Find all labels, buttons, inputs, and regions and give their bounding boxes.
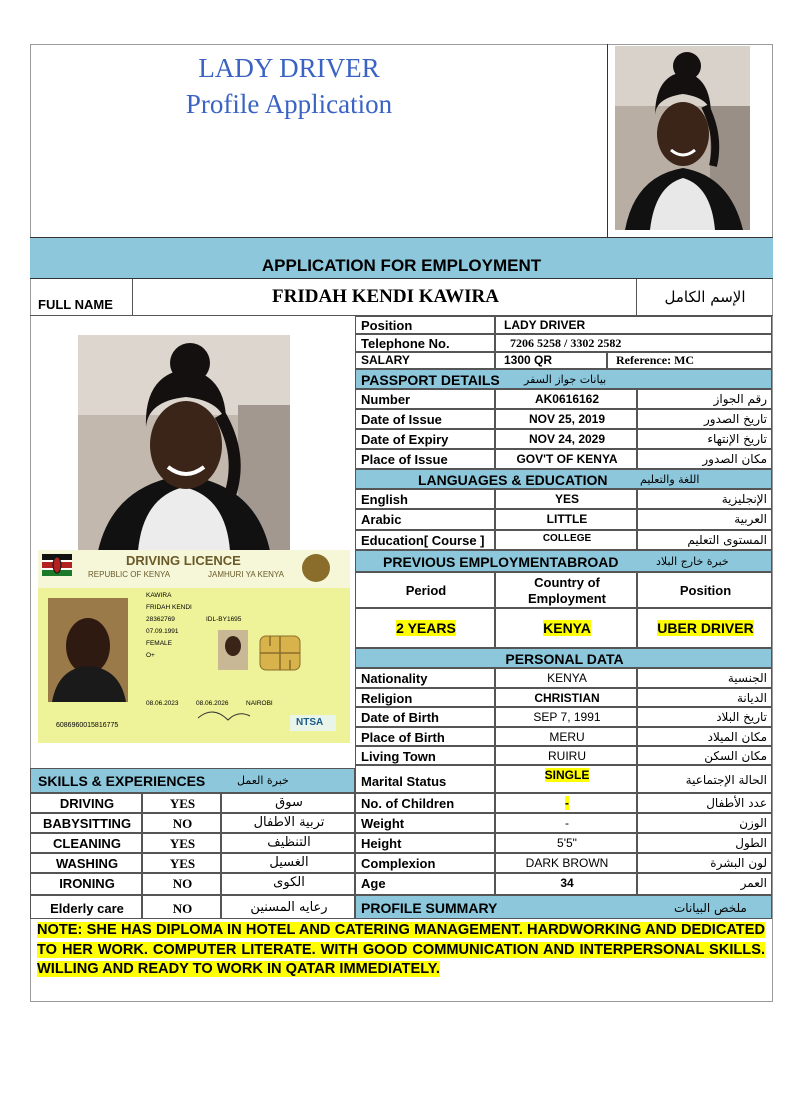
passport-label-ar: تاريخ الصدور (704, 412, 767, 426)
personal-value-wrap (496, 747, 638, 765)
passport-value-cell (495, 389, 637, 409)
prev-period-cell (355, 608, 495, 648)
personal-label: Age (361, 876, 386, 891)
licence-number: IDL-BY1695 (206, 616, 242, 623)
personal-value-wrap (496, 728, 638, 746)
prev-employment-header (355, 550, 772, 572)
language-label-ar: العربية (734, 512, 767, 526)
prev-header-position-cell (637, 572, 772, 608)
licence-residence: NAIROBI (246, 700, 273, 707)
skill-value-cell (142, 833, 221, 853)
personal-value-wrap (496, 814, 638, 832)
personal-value-cell (495, 746, 637, 765)
personal-value-cell (495, 688, 637, 707)
language-value-cell (495, 489, 637, 509)
passport-label-cell (355, 389, 495, 409)
skill-value-cell (142, 853, 221, 873)
personal-label-cell (355, 668, 495, 688)
passport-label-cell (355, 429, 495, 449)
ntsa-logo: NTSA (296, 717, 324, 728)
personal-header (355, 648, 772, 668)
languages-header (355, 469, 772, 489)
languages-title: LANGUAGES & EDUCATION (418, 472, 608, 488)
personal-value-wrap (496, 766, 638, 784)
personal-value: SEP 7, 1991 (533, 710, 601, 724)
skill-label-ar: الغسيل (269, 855, 309, 870)
personal-label: Religion (361, 691, 413, 706)
language-label: Education[ Course ] (361, 533, 485, 548)
personal-label-cell (355, 793, 495, 813)
skill-label: WASHING (55, 856, 119, 871)
passport-value-cell (495, 449, 637, 469)
telephone-value-cell (495, 334, 772, 352)
personal-value: - (565, 816, 569, 830)
skill-ar-cell (221, 873, 355, 895)
skill-label-cell (30, 793, 142, 813)
employment-band (30, 237, 773, 279)
skill-value-cell (142, 793, 221, 813)
telephone-label-cell (355, 334, 495, 352)
skill-label: Elderly care (50, 901, 124, 916)
prev-position-value: UBER DRIVER (657, 620, 754, 636)
language-label-cell (355, 509, 495, 530)
personal-value-cell (495, 765, 637, 793)
passport-label: Date of Expiry (361, 432, 449, 447)
passport-value: NOV 24, 2029 (528, 432, 606, 446)
personal-label-ar: الطول (735, 836, 767, 850)
personal-label: Marital Status (361, 774, 447, 789)
licence-expiry-date: 08.06.2026 (196, 700, 229, 707)
personal-label-cell (355, 727, 495, 746)
full-name-label-ar: الإسم الكامل (664, 288, 746, 306)
personal-label-ar: مكان الميلاد (707, 730, 767, 744)
personal-label: Living Town (361, 749, 436, 764)
title-line1: LADY DRIVER (198, 53, 380, 83)
passport-label-ar: رقم الجواز (713, 392, 767, 406)
personal-value-cell (495, 707, 637, 727)
telephone-label: Telephone No. (361, 336, 450, 351)
passport-ar-cell (637, 409, 772, 429)
licence-other-names: FRIDAH KENDI (146, 604, 192, 611)
prev-header-period: Period (405, 583, 447, 598)
personal-value-wrap (496, 689, 638, 707)
prev-employment-title: PREVIOUS EMPLOYMENTABROAD (383, 554, 619, 570)
full-name-label-cell (30, 279, 132, 316)
position-value-cell (495, 316, 772, 334)
skill-label-ar: تربية الاطفال (253, 815, 325, 830)
language-label-ar: المستوى التعليم (687, 533, 767, 547)
title-line2: Profile Application (185, 89, 393, 119)
personal-ar-cell (637, 793, 772, 813)
passport-value: AK0616162 (534, 392, 600, 406)
skills-title-ar: خبرة العمل (237, 774, 289, 787)
personal-label-cell (355, 746, 495, 765)
passport-label: Date of Issue (361, 412, 442, 427)
personal-label-ar: مكان السكن (704, 749, 767, 763)
position-label: Position (361, 318, 413, 333)
personal-value-wrap (496, 669, 638, 687)
prev-employment-title-ar: خبرة خارج البلاد (656, 555, 729, 568)
personal-ar-cell (637, 668, 772, 688)
passport-value: NOV 25, 2019 (528, 412, 606, 426)
licence-country-sw: JAMHURI YA KENYA (208, 570, 285, 579)
salary-value-cell (495, 352, 607, 369)
note-paragraph (37, 921, 765, 980)
reference-value: Reference: MC (616, 353, 695, 367)
personal-value-wrap (496, 874, 638, 892)
personal-label: Complexion (361, 856, 436, 871)
passport-value-cell (495, 429, 637, 449)
prev-header-position: Position (679, 583, 732, 598)
full-name-label: FULL NAME (38, 297, 113, 312)
language-label-cell (355, 530, 495, 550)
profile-summary-title-ar: ملخص البيانات (674, 901, 747, 915)
personal-ar-cell (637, 746, 772, 765)
passport-title-ar: بيانات جواز السفر (524, 373, 607, 386)
prev-position-cell (637, 608, 772, 648)
portrait-photo-small (615, 46, 750, 230)
skill-label-ar: التنظيف (267, 835, 311, 850)
personal-label-ar: تاريخ البلاد (716, 710, 767, 724)
skill-ar-cell (221, 895, 355, 919)
personal-ar-cell (637, 765, 772, 793)
licence-dob: 07.09.1991 (146, 628, 179, 635)
personal-label-cell (355, 813, 495, 833)
full-name-value: FRIDAH KENDI KAWIRA (272, 286, 499, 307)
driving-licence-card (38, 550, 350, 743)
skill-label: BABYSITTING (42, 816, 132, 831)
personal-label: Weight (361, 816, 405, 831)
personal-label: Date of Birth (361, 710, 439, 725)
skill-value: YES (169, 796, 196, 811)
full-name-value-cell (132, 279, 637, 316)
telephone-value: 7206 5258 / 3302 2582 (510, 336, 622, 350)
skill-value-cell (142, 873, 221, 895)
personal-label-ar: الديانة (736, 691, 767, 705)
passport-label-cell (355, 409, 495, 429)
personal-value: DARK BROWN (525, 856, 609, 870)
passport-value: GOV'T OF KENYA (516, 452, 618, 466)
personal-ar-cell (637, 688, 772, 707)
skill-value: NO (172, 816, 193, 831)
prev-header-country: Country of Employment (527, 575, 606, 606)
language-value-cell (495, 530, 637, 550)
language-ar-cell (637, 509, 772, 530)
band-title: APPLICATION FOR EMPLOYMENT (261, 256, 542, 275)
skill-value: YES (169, 856, 196, 871)
personal-value-cell (495, 793, 637, 813)
personal-label-ar: لون البشرة (710, 856, 767, 870)
reference-cell (607, 352, 772, 369)
skill-label-cell (30, 813, 142, 833)
personal-value-wrap (496, 834, 638, 852)
personal-label-cell (355, 707, 495, 727)
personal-label-ar: الوزن (739, 816, 767, 830)
passport-header (355, 369, 772, 389)
language-value: YES (554, 492, 579, 506)
licence-surname: KAWIRA (146, 592, 172, 599)
language-value: LITTLE (546, 512, 588, 526)
personal-value-cell (495, 813, 637, 833)
portrait-photo-large (78, 335, 290, 551)
passport-ar-cell (637, 449, 772, 469)
salary-value: 1300 QR (504, 353, 553, 367)
personal-title: PERSONAL DATA (505, 651, 624, 667)
salary-label: SALARY (361, 353, 410, 367)
personal-value: KENYA (547, 671, 587, 685)
language-label: Arabic (361, 512, 402, 527)
note-text: NOTE: SHE HAS DIPLOMA IN HOTEL AND CATERING MANAGEMENT. HARDWORKING AND DEDICATED TO HER WORK. COMPUTER LITERATE. WITH GOOD COMMUNICATION AND INTERPERSONAL SKILLS. WILLING AND READY TO WORK IN QATAR IMMEDIATELY. (37, 922, 765, 977)
personal-value-wrap (496, 708, 638, 726)
position-value: LADY DRIVER (504, 318, 586, 332)
licence-title: DRIVING LICENCE (126, 553, 241, 568)
skill-label-cell (30, 833, 142, 853)
personal-value: MERU (549, 730, 585, 744)
licence-blood-group: O+ (146, 652, 155, 659)
language-ar-cell (637, 530, 772, 550)
personal-ar-cell (637, 813, 772, 833)
personal-label-cell (355, 853, 495, 873)
personal-label-ar: العمر (740, 876, 767, 890)
passport-label-cell (355, 449, 495, 469)
skill-value-cell (142, 895, 221, 919)
skills-title: SKILLS & EXPERIENCES (38, 773, 206, 789)
personal-label-ar: الجنسية (727, 671, 767, 685)
skill-value: NO (172, 901, 193, 916)
language-label-cell (355, 489, 495, 509)
personal-value-wrap (496, 854, 638, 872)
languages-title-ar: اللغة والتعليم (640, 473, 700, 486)
licence-serial: 6086960015816775 (56, 722, 119, 729)
language-value-cell (495, 509, 637, 530)
personal-value-cell (495, 853, 637, 873)
skills-header (30, 768, 355, 793)
personal-value: 5'5" (557, 836, 577, 850)
language-label-ar: الإنجليزية (721, 492, 767, 506)
personal-label: Nationality (361, 671, 428, 686)
passport-value-cell (495, 409, 637, 429)
personal-value: SINGLE (544, 768, 590, 782)
passport-label-ar: مكان الصدور (702, 452, 767, 466)
language-value: COLLEGE (542, 533, 592, 544)
skill-label-cell (30, 853, 142, 873)
full-name-ar-cell (637, 279, 773, 316)
prev-period-value: 2 YEARS (396, 620, 456, 636)
position-label-cell (355, 316, 495, 334)
personal-label-cell (355, 765, 495, 793)
personal-ar-cell (637, 833, 772, 853)
personal-value: RUIRU (548, 749, 586, 763)
skill-ar-cell (221, 793, 355, 813)
skill-label-ar: الكوى (273, 875, 305, 890)
skill-value: NO (172, 876, 193, 891)
skill-label-ar: سوق (275, 795, 303, 810)
personal-ar-cell (637, 707, 772, 727)
personal-ar-cell (637, 873, 772, 895)
personal-label: Place of Birth (361, 730, 445, 745)
skill-ar-cell (221, 853, 355, 873)
skill-label: CLEANING (53, 836, 121, 851)
prev-country-value: KENYA (543, 620, 591, 636)
licence-sex: FEMALE (146, 640, 173, 647)
skill-value: YES (169, 836, 196, 851)
passport-label-ar: تاريخ الإنتهاء (707, 432, 767, 446)
skill-label-ar: رعايه المسنين (250, 900, 328, 915)
passport-ar-cell (637, 389, 772, 409)
personal-label: Height (361, 836, 402, 851)
passport-label: Place of Issue (361, 452, 448, 467)
skill-ar-cell (221, 813, 355, 833)
personal-value-cell (495, 833, 637, 853)
full-name-row (30, 279, 773, 316)
personal-value: CHRISTIAN (534, 691, 600, 705)
profile-summary-header (355, 895, 772, 919)
personal-value-cell (495, 727, 637, 746)
licence-issue-date: 08.06.2023 (146, 700, 179, 707)
personal-label-cell (355, 873, 495, 895)
personal-ar-cell (637, 727, 772, 746)
prev-header-country-cell (495, 572, 637, 608)
personal-value: 34 (560, 876, 574, 890)
personal-ar-cell (637, 853, 772, 873)
personal-label-ar: عدد الأطفال (706, 796, 767, 810)
personal-label: No. of Children (361, 796, 455, 811)
skill-label: DRIVING (59, 796, 115, 811)
licence-country: REPUBLIC OF KENYA (88, 570, 171, 579)
skill-label-cell (30, 895, 142, 919)
salary-label-cell (355, 352, 495, 369)
profile-summary-title: PROFILE SUMMARY (361, 900, 498, 916)
personal-label-ar: الحالة الإجتماعية (685, 773, 767, 787)
personal-value-cell (495, 873, 637, 895)
prev-country-cell (495, 608, 637, 648)
skill-ar-cell (221, 833, 355, 853)
passport-title: PASSPORT DETAILS (361, 372, 500, 388)
personal-value: - (565, 796, 569, 810)
skill-label: IRONING (59, 876, 115, 891)
personal-value-wrap (496, 794, 638, 812)
passport-ar-cell (637, 429, 772, 449)
skill-label-cell (30, 873, 142, 895)
language-label: English (361, 492, 408, 507)
language-ar-cell (637, 489, 772, 509)
personal-label-cell (355, 688, 495, 707)
personal-value-cell (495, 668, 637, 688)
personal-label-cell (355, 833, 495, 853)
licence-national-id: 28362769 (146, 616, 175, 623)
skill-value-cell (142, 813, 221, 833)
passport-label: Number (361, 392, 411, 407)
prev-header-period-cell (355, 572, 495, 608)
